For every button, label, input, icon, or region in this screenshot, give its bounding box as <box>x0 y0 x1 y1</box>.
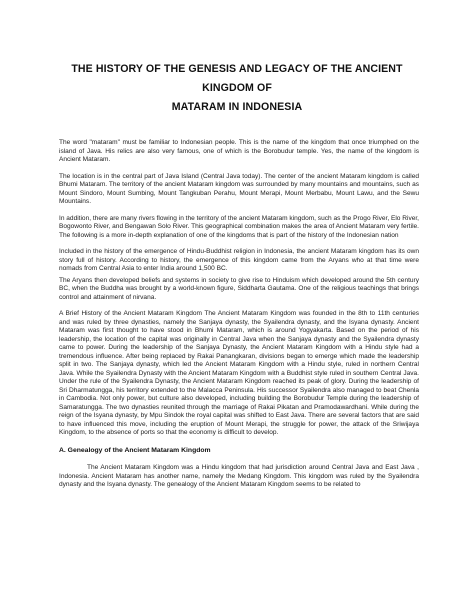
title-line-1: THE HISTORY OF THE GENESIS AND LEGACY OF THE ANCIENT KINGDOM OF <box>71 63 403 94</box>
paragraph-genealogy: The Ancient Mataram Kingdom was a Hindu kingdom that had jurisdiction around Central Java and East Java , Indonesia. Ancient Mataram has another name, namely the Medang Kingdom. This kingdom was ruled by the Syailendra dynasty and the Isyana dynasty. The genealogy of the Ancient Mataram Kingdom seems to be related to <box>59 464 419 488</box>
paragraph-location: The location is in the central part of Java Island (Central Java today). The center of the ancient Mataram kingdom is called Bhumi Mataram. The territory of the ancient Mataram kingdom was surrounded by many mountains and mountains, such as Mount Sindoro, Mount Sumbing, Mount Tangkuban Perahu, Mount Merapi, Mount Merbabu, Mount Lawu, and the Sewu Mountains. <box>59 172 419 205</box>
paragraph-intro: The word "mataram" must be familiar to Indonesian people. This is the name of the kingdom that once triumphed on the island of Java. His relics are also very famous, one of which is the Borobudur temple. Yes, the name of the kingdom is Ancient Mataram. <box>59 139 419 163</box>
document-title <box>60 60 414 117</box>
paragraph-aryans: The Aryans then developed beliefs and systems in society to give rise to Hinduism which developed around the 5th century BC, when the Buddha was brought by a world-known figure, Siddharta Gautama. One of the religious teachings that brings control and attainment of nirvana. <box>59 276 419 301</box>
section-heading: A. Genealogy of the Ancient Mataram Kingdom <box>59 446 211 454</box>
paragraph-brief-history: A Brief History of the Ancient Mataram Kingdom The Ancient Mataram Kingdom was founded in the 8th to 11th centuries and was ruled by three dynasties, namely the Sanjaya dynasty, the Syailendra dynasty, and the Isyana dynasty. Ancient Mataram was first thought to have stood in Bhumi Mataram, which is around Yogyakarta. Based on the period of his leadership, the location of the capital was originally in Central Java when the Sanjaya dynasty and the Syailendra dynasty came to power. During the leadership of the Sanjaya Dynasty, the Ancient Mataram Kingdom with a Hindu style had a tremendous influence. After being replaced by Rakai Panangkaran, divisions began to emerge which made the leadership split in two. The Sanjaya dynasty, which led the Ancient Mataram Kingdom with a Hindu style, ruled in northern Central Java. While the Syailendra Dynasty with the Ancient Mataram Kingdom with a Buddhist style ruled in southern Central Java. Under the rule of the Syailendra Dynasty, the Ancient Mataram Kingdom reached its peak of glory. During the leadership of Sri Dharmatungga, his territory extended to the Malacca Peninsula. His successor Syailendra also managed to beat Chenla in Cambodia. Not only power, but culture also developed, including building the Borobudur Temple during the leadership of Samaratungga. The two dynasties reunited through the marriage of Rakai Pikatan and Pramodawardhani. While during the reign of the Isyana dynasty, by Mpu Sindok the royal capital was shifted to East Java. There are several factors that are said to have influenced this move, including the eruption of Mount Merapi, the struggle for power, the attack of the Sriwijaya Kingdom, to the absence of ports so that the economy is difficult to develop. <box>59 310 419 436</box>
paragraph-rivers: In addition, there are many rivers flowing in the territory of the ancient Mataram kingdom, such as the Progo River, Elo River, Bogowonto River, and Bengawan Solo River. This geographical combination makes the area of Ancient Mataram very fertile. The following is a more in-depth explanation of one of the kingdoms that is part of the history of the Indonesian nation <box>59 214 419 239</box>
paragraph-emergence: Included in the history of the emergence of Hindu-Buddhist religion in Indonesia, the ancient Mataram kingdom has its own story full of history. According to history, the emergence of this kingdom came from the Aryans who at that time were nomads from Central Asia to enter India around 1,500 BC. <box>59 248 419 272</box>
document-body <box>59 139 419 498</box>
title-line-2: MATARAM IN INDONESIA <box>171 101 303 113</box>
